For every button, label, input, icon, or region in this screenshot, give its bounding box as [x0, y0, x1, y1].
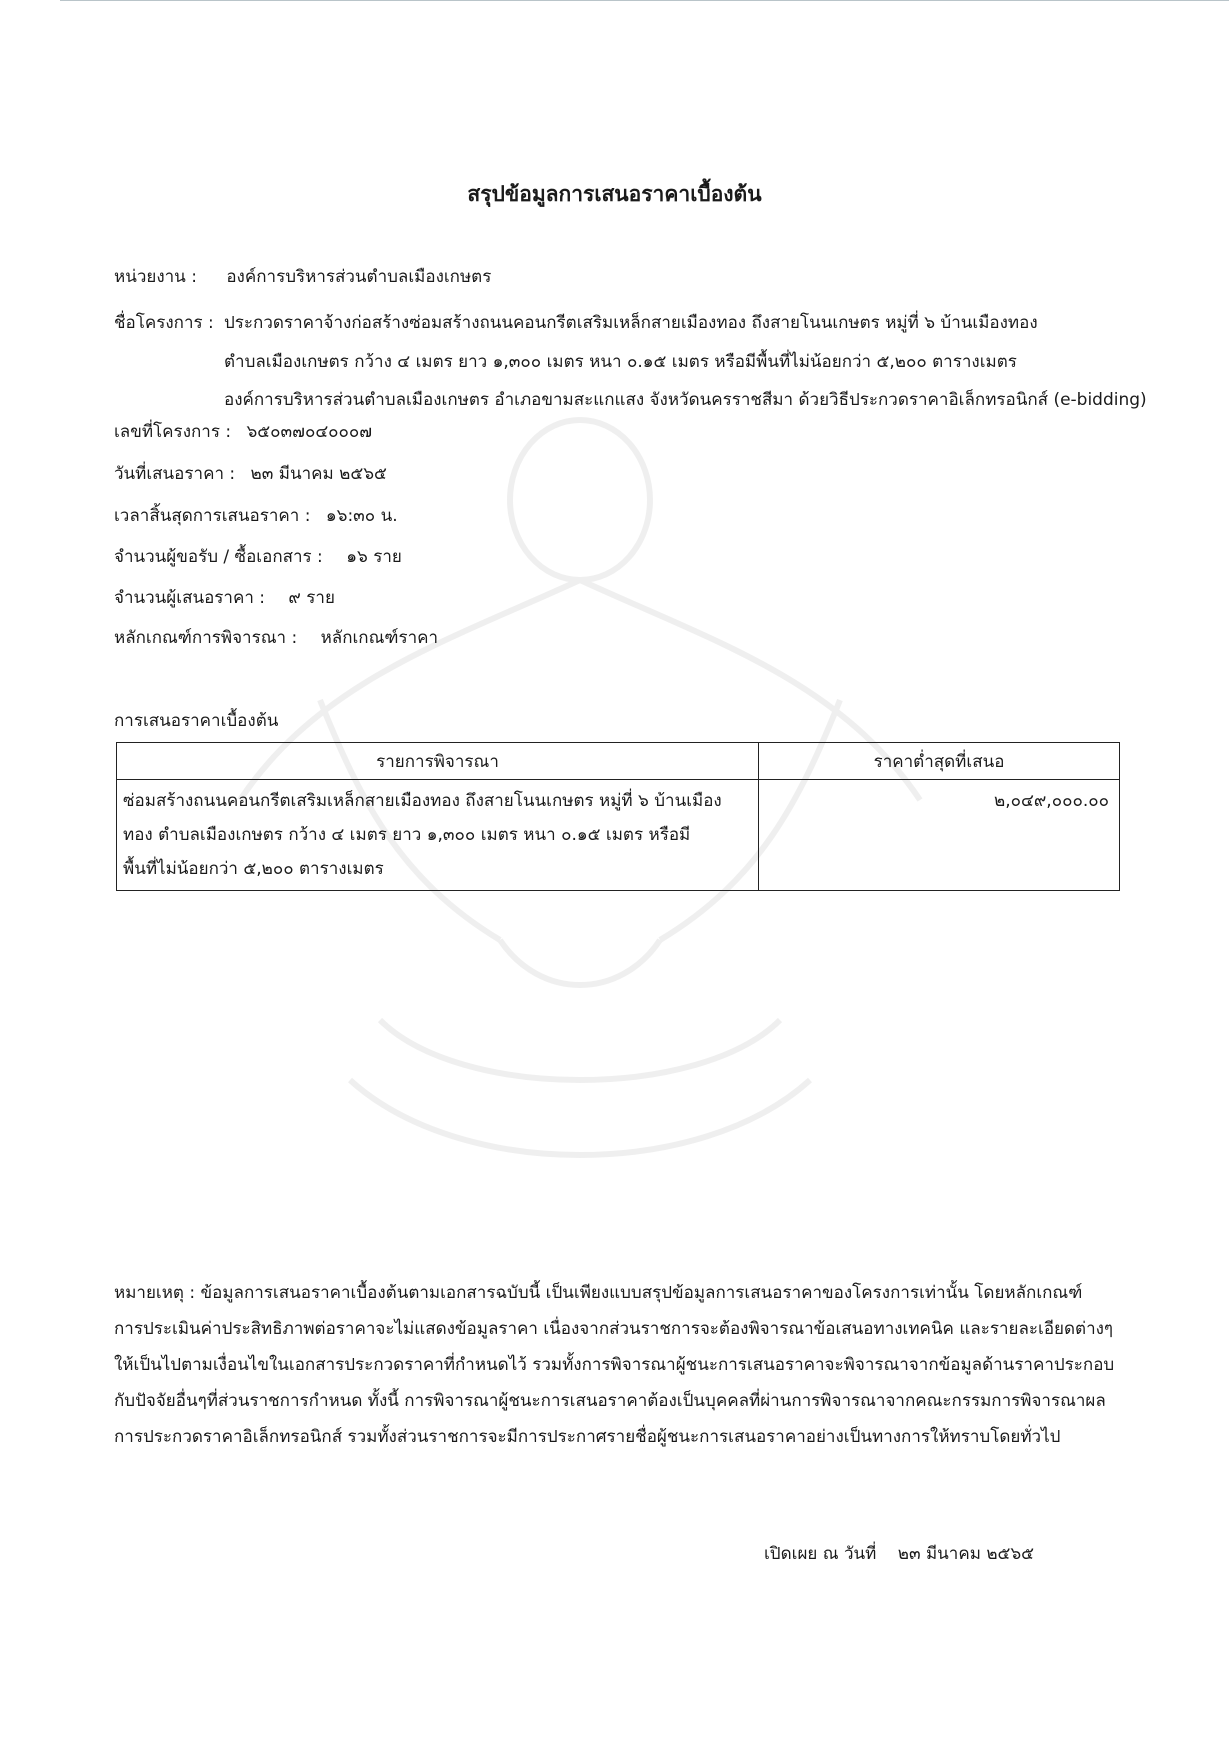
agency-row — [114, 263, 491, 290]
remark-line: การประเมินค่าประสิทธิภาพต่อราคาจะไม่แสดงข้อมูลราคา เนื่องจากส่วนราชการจะต้องพิจารณาข้อเสนอทางเทคนิค และรายละเอียดต่างๆ — [114, 1319, 1114, 1339]
table-row — [117, 780, 1120, 891]
item-line: ซ่อมสร้างถนนคอนกรีตเสริมเหล็กสายเมืองทอง ถึงสายโนนเกษตร หมู่ที่ ๖ บ้านเมือง — [123, 791, 722, 811]
project-line-1: ประกวดราคาจ้างก่อสร้างซ่อมสร้างถนนคอนกรีตเสริมเหล็กสายเมืองทอง ถึงสายโนนเกษตร หมู่ที่ ๖ บ้านเมืองทอง — [224, 313, 1038, 333]
bid-date-row — [114, 460, 387, 487]
bid-deadline-value: ๑๖:๓๐ น. — [325, 506, 398, 526]
header-lowest-price: ราคาต่ำสุดที่เสนอ — [759, 743, 1120, 780]
criteria-row — [114, 624, 438, 651]
doc-receivers-row — [114, 543, 402, 570]
criteria-label: หลักเกณฑ์การพิจารณา : — [114, 628, 298, 648]
project-line-3: องค์การบริหารส่วนตำบลเมืองเกษตร อำเภอขามสะแกแสง จังหวัดนครราชสีมา ด้วยวิธีประกวดราคาอิเล็กทรอนิกส์ (e-bidding) — [224, 390, 1147, 410]
project-label: ชื่อโครงการ : — [114, 313, 214, 333]
bid-deadline-label: เวลาสิ้นสุดการเสนอราคา : — [114, 506, 311, 526]
document-title: สรุปข้อมูลการเสนอราคาเบื้องต้น — [467, 182, 762, 206]
bidders-label: จำนวนผู้เสนอราคา : — [114, 588, 265, 608]
agency-value: องค์การบริหารส่วนตำบลเมืองเกษตร — [226, 267, 492, 287]
preliminary-bid-title: การเสนอราคาเบื้องต้น — [114, 711, 279, 731]
remark-line: หมายเหตุ : ข้อมูลการเสนอราคาเบื้องต้นตามเอกสารฉบับนี้ เป็นเพียงแบบสรุปข้อมูลการเสนอราคาของโครงการเท่านั้น โดยหลักเกณฑ์ — [114, 1283, 1083, 1303]
project-no-value: ๖๕๐๓๗๐๔๐๐๐๗ — [246, 422, 373, 442]
table-header-row — [117, 743, 1120, 780]
bidders-value: ๙ ราย — [288, 588, 335, 608]
project-row — [114, 309, 214, 336]
item-line: พื้นที่ไม่น้อยกว่า ๕,๒๐๐ ตารางเมตร — [123, 859, 384, 879]
header-item: รายการพิจารณา — [117, 743, 759, 780]
remark-line: กับปัจจัยอื่นๆที่ส่วนราชการกำหนด ทั้งนี้ การพิจารณาผู้ชนะการเสนอราคาต้องเป็นบุคคลที่ผ่านการพิจารณาจากคณะกรรมการพิจารณาผล — [114, 1391, 1106, 1411]
agency-label: หน่วยงาน : — [114, 267, 197, 287]
remark-paragraph — [114, 1275, 1132, 1455]
doc-receivers-label: จำนวนผู้ขอรับ / ซื้อเอกสาร : — [114, 547, 323, 567]
project-no-row — [114, 418, 372, 445]
price-cell: ๒,๐๔๙,๐๐๐.๐๐ — [759, 780, 1120, 891]
bid-date-label: วันที่เสนอราคา : — [114, 464, 236, 484]
item-line: ทอง ตำบลเมืองเกษตร กว้าง ๔ เมตร ยาว ๑,๓๐๐ เมตร หนา ๐.๑๕ เมตร หรือมี — [123, 825, 691, 845]
bid-summary-table — [116, 742, 1120, 891]
project-line-2: ตำบลเมืองเกษตร กว้าง ๔ เมตร ยาว ๑,๓๐๐ เมตร หนา ๐.๑๕ เมตร หรือมีพื้นที่ไม่น้อยกว่า ๕,๒๐๐ ตารางเมตร — [224, 352, 1017, 372]
bid-deadline-row — [114, 502, 398, 529]
publish-label: เปิดเผย ณ วันที่ — [764, 1544, 877, 1564]
remark-line: ให้เป็นไปตามเงื่อนไขในเอกสารประกวดราคาที่กำหนดไว้ รวมทั้งการพิจารณาผู้ชนะการเสนอราคาจะพิจารณาจากข้อมูลด้านราคาประกอบ — [114, 1355, 1115, 1375]
bid-date-value: ๒๓ มีนาคม ๒๕๖๕ — [250, 464, 387, 484]
publish-date-row — [764, 1540, 1034, 1567]
doc-receivers-value: ๑๖ ราย — [346, 547, 402, 567]
bidders-row — [114, 584, 335, 611]
top-edge-line — [60, 0, 1229, 1]
project-no-label: เลขที่โครงการ : — [114, 422, 232, 442]
remark-line: การประกวดราคาอิเล็กทรอนิกส์ รวมทั้งส่วนราชการจะมีการประกาศรายชื่อผู้ชนะการเสนอราคาอย่างเป็นทางการให้ทราบโดยทั่วไป — [114, 1427, 1061, 1447]
publish-date: ๒๓ มีนาคม ๒๕๖๕ — [897, 1544, 1035, 1564]
criteria-value: หลักเกณฑ์ราคา — [320, 628, 439, 648]
item-cell — [117, 780, 759, 891]
